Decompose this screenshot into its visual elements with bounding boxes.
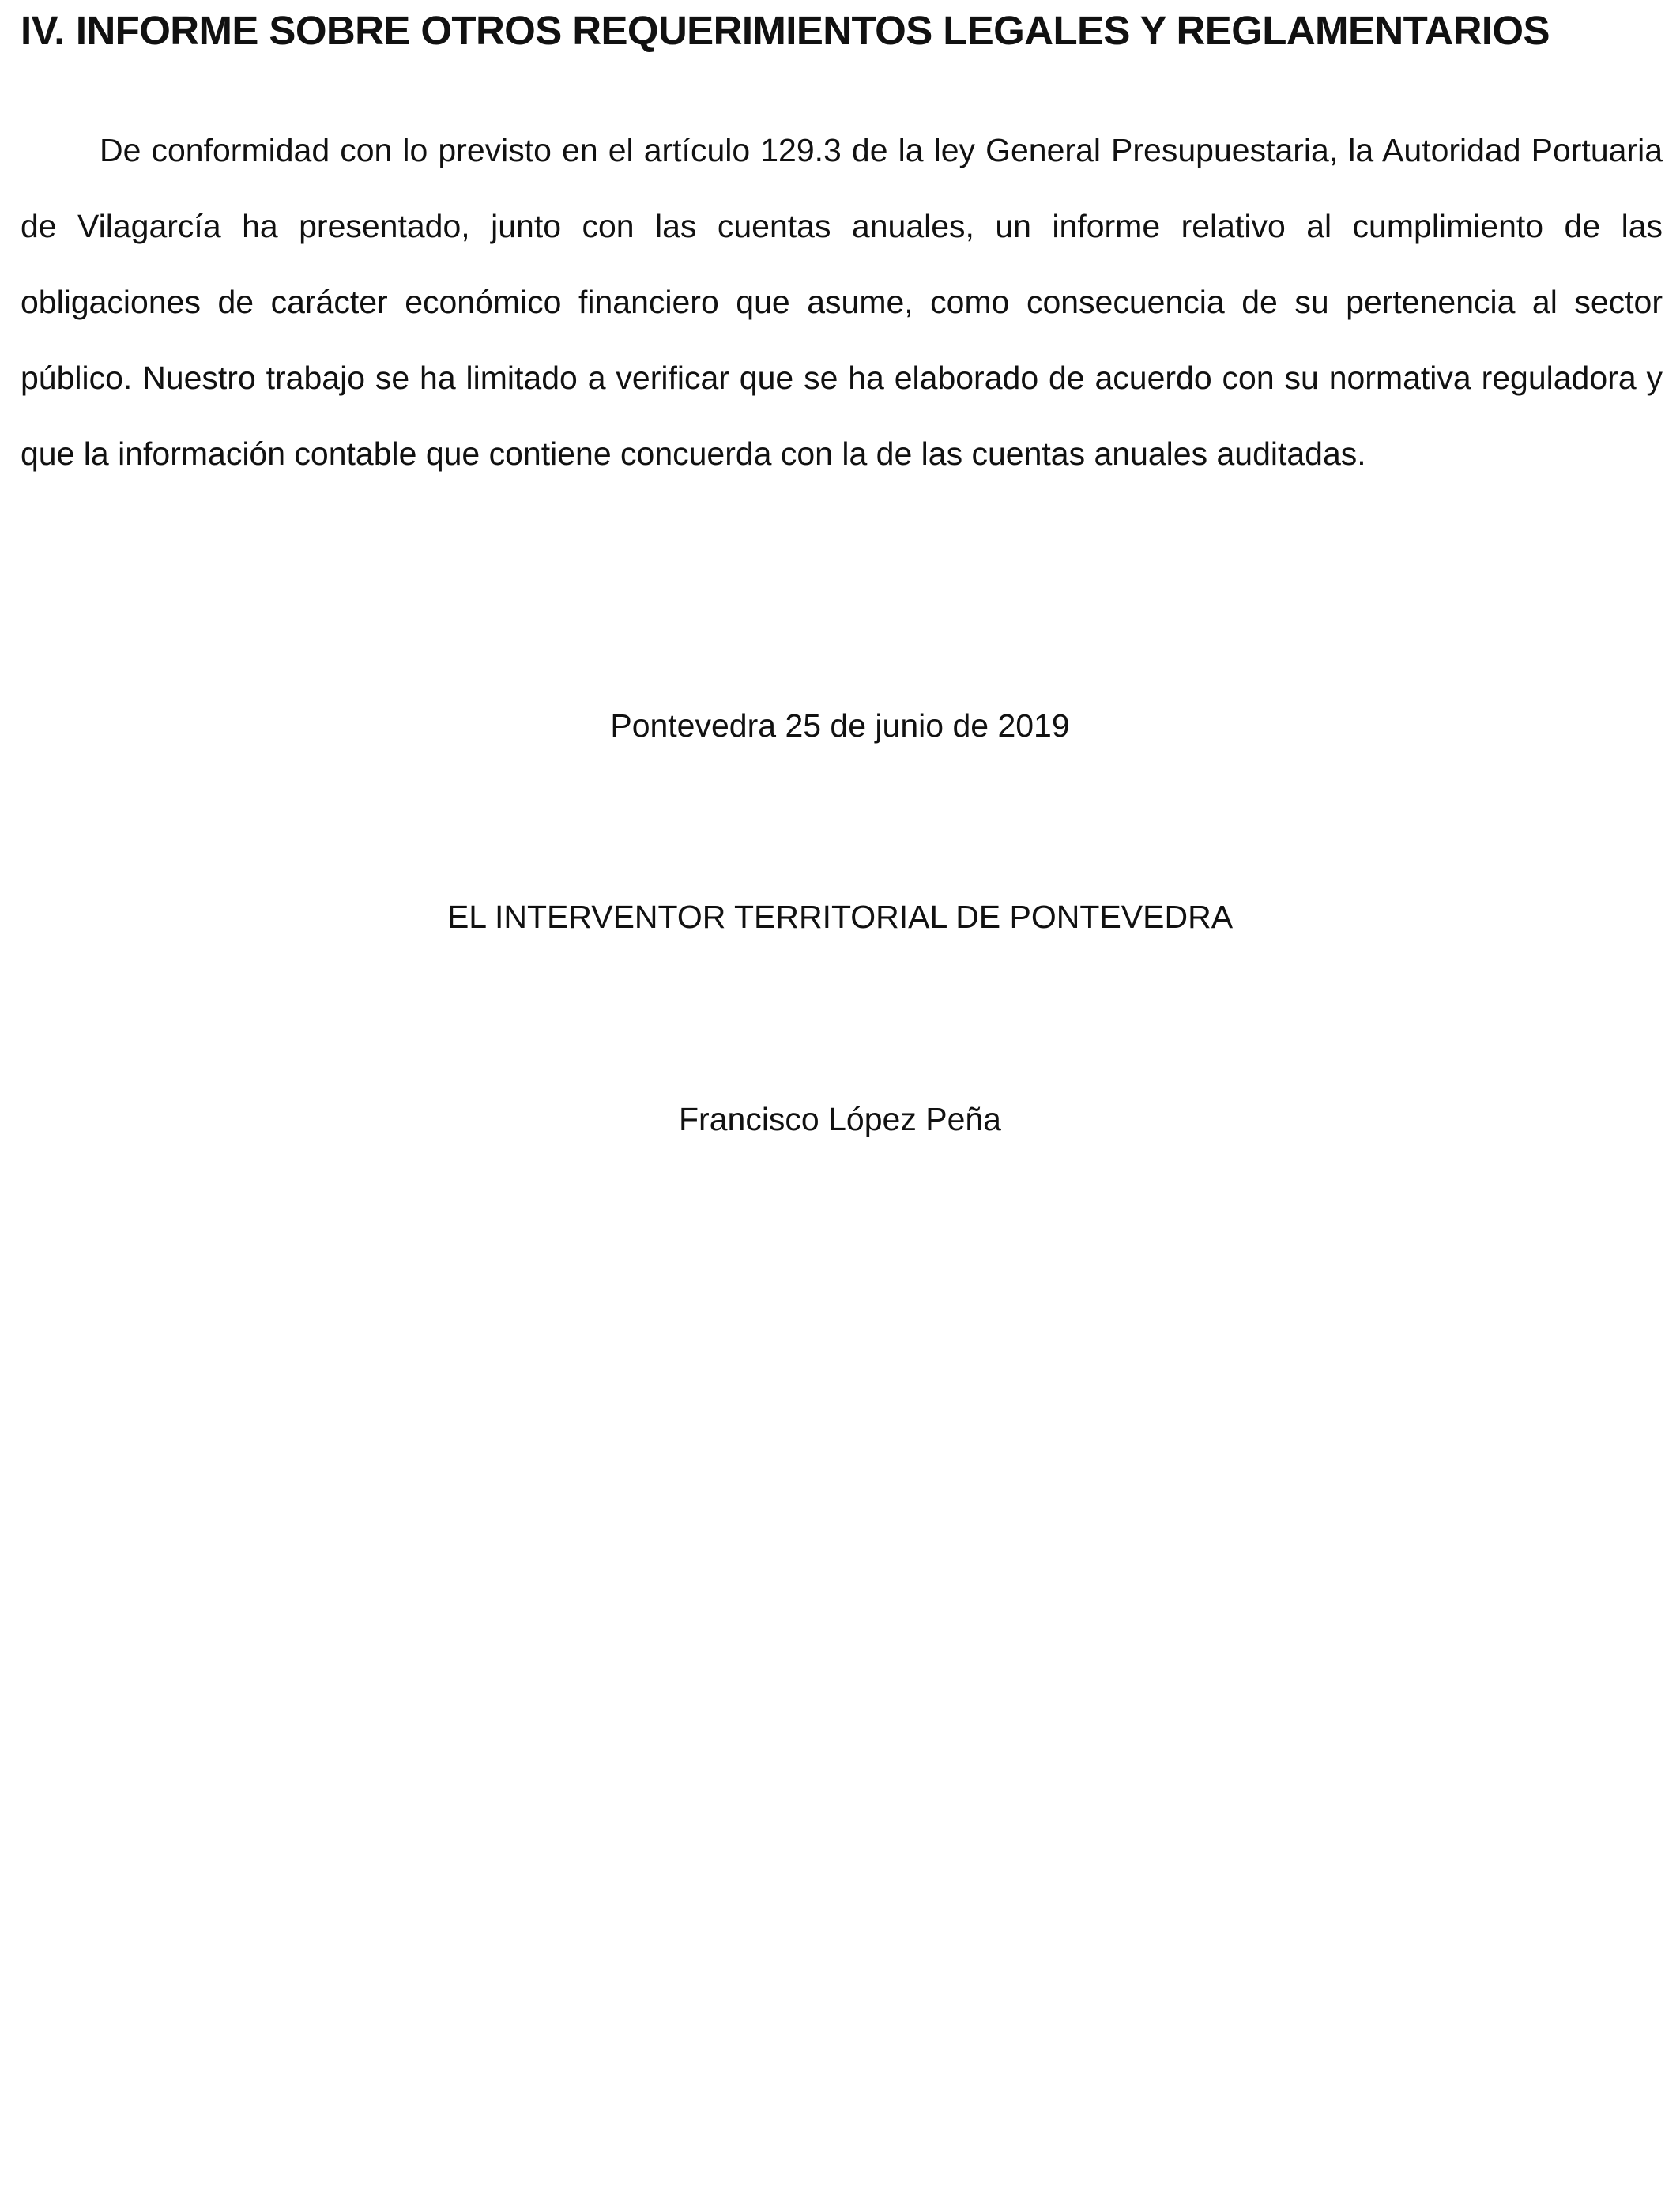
place-date: Pontevedra 25 de junio de 2019 (610, 707, 1070, 744)
body-paragraph: De conformidad con lo previsto en el artículo 129.3 de la ley General Presupuestaria, la Autoridad Portuaria de Vilagarcía ha presentado, junto con las cuentas anuales, un informe relativo al cumplimiento de las obligaciones de carácter económico financiero que asume, como consecuencia de su pertenencia al sector público. Nuestro trabajo se ha limitado a verificar que se ha elaborado de acuerdo con su normativa reguladora y que la información contable que contiene concuerda con la de las cuentas anuales auditadas. (21, 132, 1663, 472)
section-heading (21, 3, 1672, 58)
signer-role: EL INTERVENTOR TERRITORIAL DE PONTEVEDRA (446, 899, 1234, 935)
signer-name: Francisco López Peña (679, 1101, 1001, 1137)
section-title: INFORME SOBRE OTROS REQUERIMIENTOS LEGALES Y REGLAMENTARIOS (75, 8, 1550, 53)
section-number: IV. (21, 8, 65, 53)
